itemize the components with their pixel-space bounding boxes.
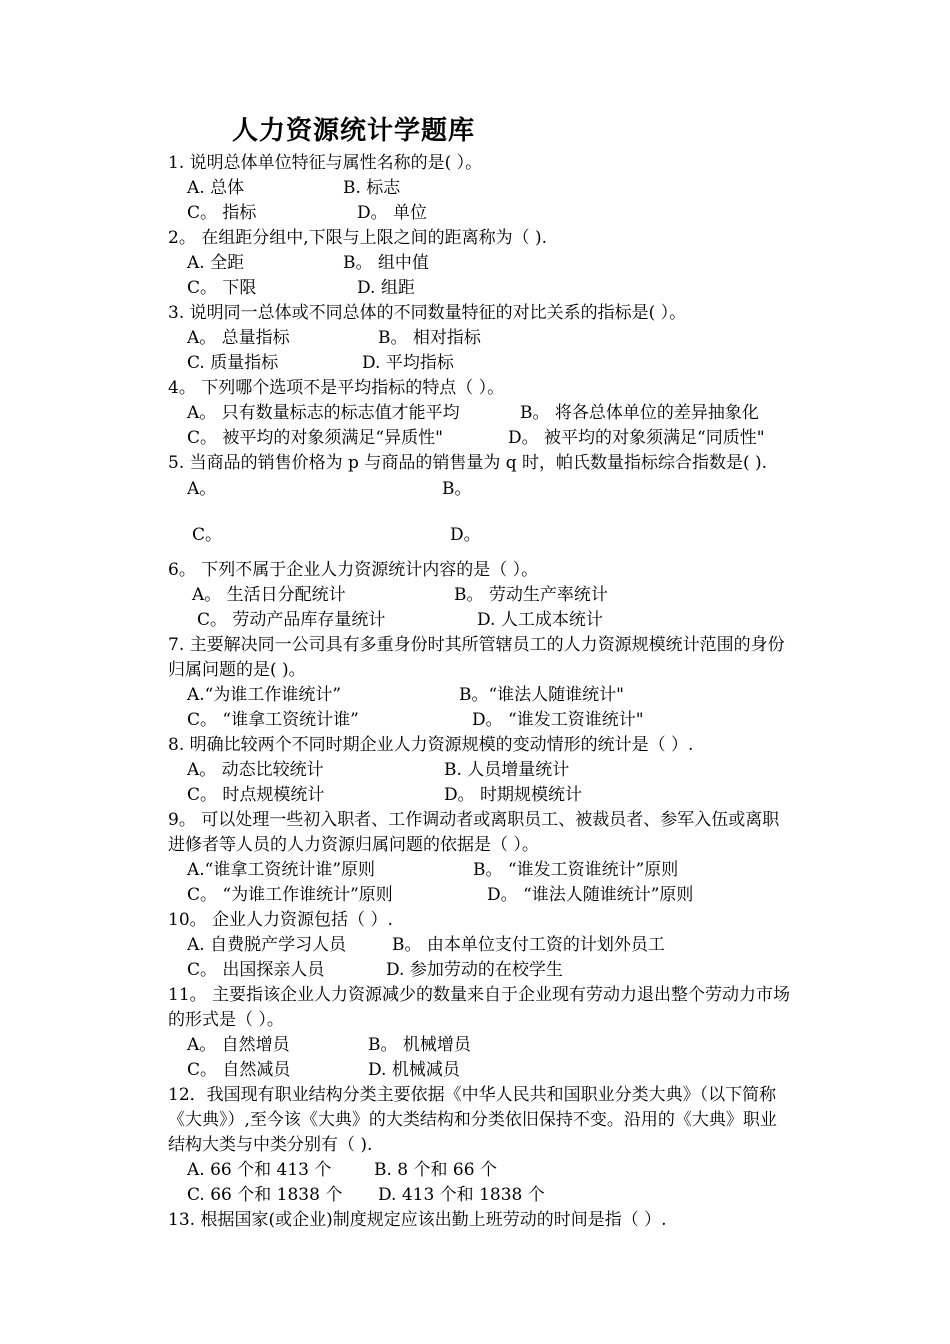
question-2-option-b: B。 组中值 bbox=[343, 253, 429, 273]
question-2-text: 2。 在组距分组中,下限与上限之间的距离称为（ ). bbox=[168, 228, 548, 248]
question-6-text: 6。 下列不属于企业人力资源统计内容的是（ ）。 bbox=[168, 560, 539, 580]
question-8-option-a: A。 动态比较统计 bbox=[187, 760, 324, 780]
question-8-option-c: C。 时点规模统计 bbox=[187, 785, 325, 805]
question-12-option-a: A. 66 个和 413 个 bbox=[187, 1160, 332, 1180]
question-7-text-line-2: 归属问题的是( )。 bbox=[168, 660, 306, 680]
question-11-option-a: A。 自然增员 bbox=[187, 1035, 290, 1055]
question-11-text-line-1: 11。 主要指该企业人力资源减少的数量来自于企业现有劳动力退出整个劳动力市场 bbox=[168, 985, 791, 1005]
question-10-option-a: A. 自费脱产学习人员 bbox=[187, 935, 347, 955]
question-4-text: 4。 下列哪个选项不是平均指标的特点（ ）。 bbox=[168, 378, 505, 398]
question-7-option-c: C。 “谁拿工资统计谁” bbox=[187, 710, 359, 730]
question-5-option-d: D。 bbox=[450, 525, 481, 545]
question-4-option-b: B。 将各总体单位的差异抽象化 bbox=[520, 403, 759, 423]
question-12-text-line-2: 《大典》）,至今该《大典》的大类结构和分类依旧保持不变。沿用的《大典》职业 bbox=[168, 1110, 777, 1130]
question-3-option-d: D. 平均指标 bbox=[362, 353, 454, 373]
question-8-option-b: B. 人员增量统计 bbox=[444, 760, 570, 780]
question-11-option-b: B。 机械增员 bbox=[368, 1035, 471, 1055]
question-3-option-c: C. 质量指标 bbox=[187, 353, 279, 373]
question-4-option-d: D。 被平均的对象须满足“同质性" bbox=[508, 428, 765, 448]
question-3-option-a: A。 总量指标 bbox=[187, 328, 290, 348]
question-9-option-c: C。 “为谁工作谁统计”原则 bbox=[187, 885, 393, 905]
question-2-option-a: A. 全距 bbox=[187, 253, 245, 273]
question-3-option-b: B。 相对指标 bbox=[378, 328, 481, 348]
question-2-option-c: C。 下限 bbox=[187, 278, 257, 298]
question-5-text: 5. 当商品的销售价格为 p 与商品的销售量为 q 时，帕氏数量指标综合指数是( ). bbox=[168, 453, 768, 473]
question-7-option-d: D。 “谁发工资谁统计" bbox=[472, 710, 644, 730]
question-11-option-d: D. 机械减员 bbox=[368, 1060, 460, 1080]
question-1-text: 1. 说明总体单位特征与属性名称的是( ）。 bbox=[168, 153, 483, 173]
question-10-option-b: B。 由本单位支付工资的计划外员工 bbox=[392, 935, 665, 955]
question-12-option-b: B. 8 个和 66 个 bbox=[374, 1160, 497, 1180]
question-12-option-d: D. 413 个和 1838 个 bbox=[378, 1185, 545, 1205]
question-8-option-d: D。 时期规模统计 bbox=[444, 785, 583, 805]
question-5-option-c: C。 bbox=[192, 525, 223, 545]
question-1-option-c: C。 指标 bbox=[187, 203, 257, 223]
question-4-option-c: C。 被平均的对象须满足“异质性" bbox=[187, 428, 443, 448]
question-11-option-c: C。 自然减员 bbox=[187, 1060, 291, 1080]
document-title: 人力资源统计学题库 bbox=[232, 116, 476, 146]
question-12-text-line-1: 12．我国现有职业结构分类主要依据《中华人民共和国职业分类大典》（以下简称 bbox=[168, 1085, 777, 1105]
question-5-option-a: A。 bbox=[187, 479, 217, 499]
question-12-option-c: C. 66 个和 1838 个 bbox=[187, 1185, 343, 1205]
question-3-text: 3. 说明同一总体或不同总体的不同数量特征的对比关系的指标是( ）。 bbox=[168, 303, 687, 323]
question-7-text-line-1: 7. 主要解决同一公司具有多重身份时其所管辖员工的人力资源规模统计范围的身份 bbox=[168, 635, 785, 655]
question-12-text-line-3: 结构大类与中类分别有（ ). bbox=[168, 1135, 373, 1155]
question-2-option-d: D. 组距 bbox=[357, 278, 415, 298]
question-8-text: 8. 明确比较两个不同时期企业人力资源规模的变动情形的统计是（ ）. bbox=[168, 735, 694, 755]
question-7-option-a: A.“为谁工作谁统计” bbox=[187, 685, 342, 705]
question-1-option-d: D。 单位 bbox=[357, 203, 428, 223]
question-9-option-a: A.“谁拿工资统计谁”原则 bbox=[187, 860, 376, 880]
question-13-text: 13. 根据国家(或企业)制度规定应该出勤上班劳动的时间是指（ ）. bbox=[168, 1210, 667, 1230]
question-5-option-b: B。 bbox=[442, 479, 472, 499]
question-9-option-d: D。 “谁法人随谁统计”原则 bbox=[487, 885, 694, 905]
question-10-option-d: D. 参加劳动的在校学生 bbox=[386, 960, 563, 980]
question-1-option-a: A. 总体 bbox=[187, 178, 245, 198]
question-10-option-c: C。 出国探亲人员 bbox=[187, 960, 325, 980]
question-11-text-line-2: 的形式是（ ）。 bbox=[168, 1010, 284, 1030]
question-6-option-a: A。 生活日分配统计 bbox=[192, 585, 346, 605]
question-6-option-b: B。 劳动生产率统计 bbox=[454, 585, 608, 605]
question-9-option-b: B。 “谁发工资谁统计”原则 bbox=[473, 860, 679, 880]
question-10-text: 10。 企业人力资源包括（ ）. bbox=[168, 910, 393, 930]
question-6-option-c: C。 劳动产品库存量统计 bbox=[197, 610, 386, 630]
question-9-text-line-2: 进修者等人员的人力资源归属问题的依据是（ ）。 bbox=[168, 835, 539, 855]
question-9-text-line-1: 9。 可以处理一些初入职者、工作调动者或离职员工、被裁员者、参军入伍或离职 bbox=[168, 810, 780, 830]
question-7-option-b: B。“谁法人随谁统计" bbox=[459, 685, 625, 705]
question-6-option-d: D. 人工成本统计 bbox=[477, 610, 603, 630]
question-1-option-b: B. 标志 bbox=[343, 178, 401, 198]
question-4-option-a: A。 只有数量标志的标志值才能平均 bbox=[187, 403, 460, 423]
